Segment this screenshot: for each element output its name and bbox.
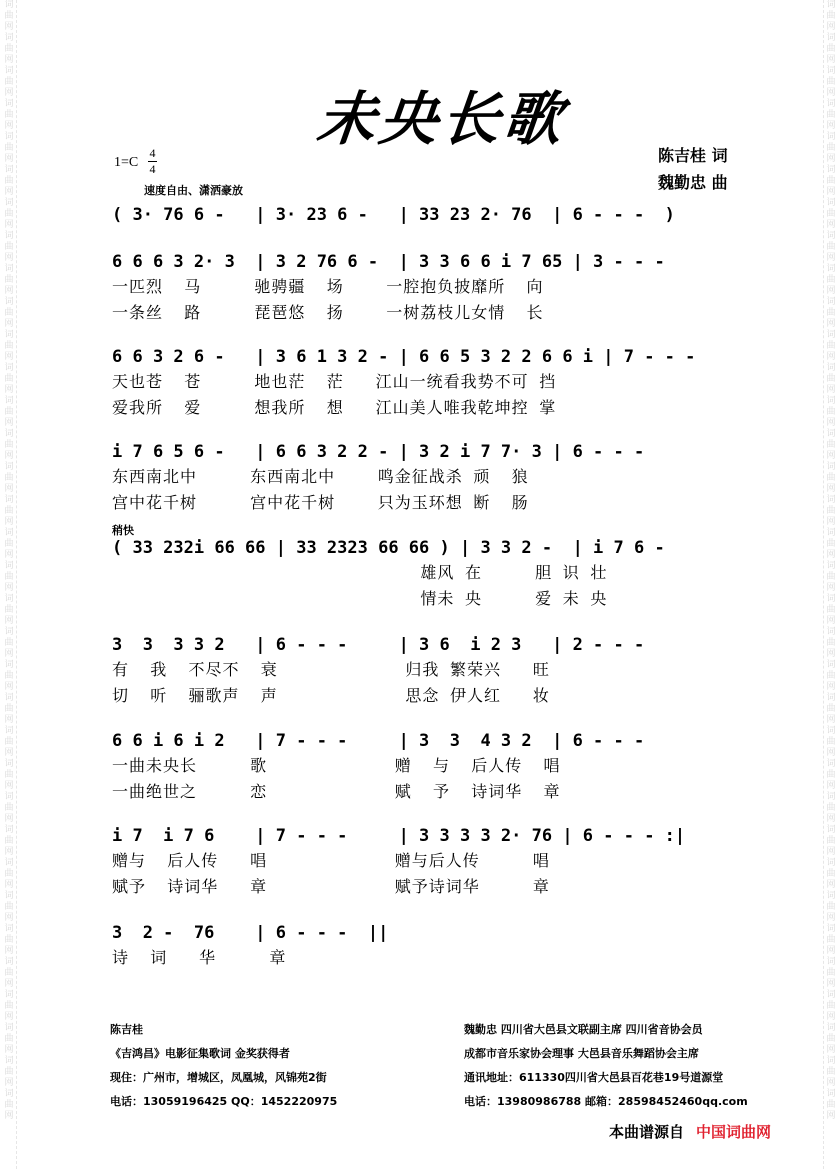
- lyric-line: 宫中花千树 宫中花千树 只为玉环想 断 肠: [112, 493, 529, 512]
- lyric-line: 一曲绝世之 恋 赋 予 诗词华 章: [112, 782, 561, 801]
- song-title: 未央长歌: [313, 85, 570, 153]
- footer-line: 现住：广州市，增城区，凤凰城，风锦苑2街: [110, 1071, 327, 1084]
- footer-line: 通讯地址：611330四川省大邑县百花巷19号道源堂: [464, 1071, 724, 1084]
- footer-line: 电话：13980986788 邮箱：28598452460qq.com: [464, 1095, 748, 1108]
- score-row: [112, 921, 772, 971]
- lyric-line: 赠与 后人传 唱 赠与后人传 唱: [112, 851, 550, 870]
- meter-bottom: 4: [149, 162, 156, 176]
- score-row: [112, 345, 772, 421]
- footer-line: 成都市音乐家协会理事 大邑县音乐舞蹈协会主席: [464, 1047, 699, 1060]
- notes-line: 6 6 6 3 2· 3 | 3 2 76 6 - | 3 3 6 6 i 7 65 | 3 - - -: [112, 252, 665, 272]
- notes-line: ( 33 232i 66 66 | 33 2323 66 66 ) | 3 3 2 - | i 7 6 -: [112, 538, 665, 558]
- tempo-marking: 速度自由、潇洒豪放: [144, 184, 243, 197]
- notes-line: i 7 6 5 6 - | 6 6 3 2 2 - | 3 2 i 7 7· 3 | 6 - - -: [112, 442, 645, 462]
- source-credit: [609, 1121, 771, 1142]
- tempo-faster: 稍快: [112, 524, 134, 537]
- lyricist: 陈吉桂 词: [658, 146, 728, 165]
- credits: [658, 142, 728, 196]
- notes-line: 3 3 3 3 2 | 6 - - - | 3 6 i 2 3 | 2 - - -: [112, 635, 645, 655]
- score-row: [112, 203, 772, 227]
- lyric-line: 情未 央 爱 未 央: [112, 589, 608, 608]
- meter-top: 4: [149, 146, 156, 160]
- notes-line: ( 3· 76 6 - | 3· 23 6 - | 33 23 2· 76 | 6 - - - ): [112, 205, 675, 225]
- footer-line: 魏勤忠 四川省大邑县文联副主席 四川省音协会员: [464, 1023, 703, 1036]
- footer-composer-info: [464, 1018, 748, 1114]
- lyric-line: 东西南北中 东西南北中 鸣金征战杀 顽 狼: [112, 467, 529, 486]
- score-row: [112, 729, 772, 805]
- notes-line: 3 2 - 76 | 6 - - - ||: [112, 923, 389, 943]
- score-row: [112, 824, 772, 900]
- footer-lyricist-info: [110, 1018, 337, 1114]
- footer-line: 《吉鸿昌》电影征集歌词 金奖获得者: [110, 1047, 290, 1060]
- source-label: 本曲谱源自: [609, 1123, 685, 1141]
- score-row: [112, 440, 772, 516]
- lyric-line: 爱我所 爱 想我所 想 江山美人唯我乾坤控 掌: [112, 398, 557, 417]
- score-row: [112, 536, 772, 612]
- score-row: [112, 250, 772, 326]
- footer-line: 陈吉桂: [110, 1023, 143, 1036]
- watermark-left: 词曲网 词曲网 词曲网 词曲网 词曲网 词曲网 词曲网 词曲网 词曲网 词曲网 词曲网 词曲网 词曲网 词曲网 词曲网 词曲网 词曲网 词曲网 词曲网 词曲网 词曲网 词曲网 词曲网 词曲网 词曲网 词曲网 词曲网 词曲网 词曲网 词曲网 词曲网 词曲网 词曲网 词曲网: [2, 0, 17, 1169]
- lyric-line: 一条丝 路 琵琶悠 扬 一树荔枝儿女情 长: [112, 303, 544, 322]
- score-row: [112, 633, 772, 709]
- lyric-line: 一曲未央长 歌 赠 与 后人传 唱: [112, 756, 561, 775]
- time-signature: [148, 146, 157, 177]
- watermark-right: 词曲网 词曲网 词曲网 词曲网 词曲网 词曲网 词曲网 词曲网 词曲网 词曲网 词曲网 词曲网 词曲网 词曲网 词曲网 词曲网 词曲网 词曲网 词曲网 词曲网 词曲网 词曲网 词曲网 词曲网 词曲网 词曲网 词曲网 词曲网 词曲网 词曲网 词曲网 词曲网 词曲网 词曲网: [823, 0, 838, 1169]
- lyric-line: 天也苍 苍 地也茫 茫 江山一统看我势不可 挡: [112, 372, 557, 391]
- notes-line: 6 6 3 2 6 - | 3 6 1 3 2 - | 6 6 5 3 2 2 6 6 i | 7 - - -: [112, 347, 696, 367]
- lyric-line: 一匹烈 马 驰骋疆 场 一腔抱负披靡所 向: [112, 277, 544, 296]
- lyric-line: 切 听 骊歌声 声 思念 伊人红 妆: [112, 686, 550, 705]
- key-signature: 1=C: [114, 155, 139, 170]
- lyric-line: 有 我 不尽不 衰 归我 繁荣兴 旺: [112, 660, 550, 679]
- footer-line: 电话：13059196425 QQ：1452220975: [110, 1095, 338, 1108]
- composer: 魏勤忠 曲: [658, 173, 728, 192]
- source-brand[interactable]: 中国词曲网: [696, 1123, 772, 1141]
- notes-line: i 7 i 7 6 | 7 - - - | 3 3 3 3 2· 76 | 6 - - - :|: [112, 826, 686, 846]
- notes-line: 6 6 i 6 i 2 | 7 - - - | 3 3 4 3 2 | 6 - - -: [112, 731, 645, 751]
- lyric-line: 诗 词 华 章: [112, 948, 287, 967]
- lyric-line: 雄风 在 胆 识 壮: [112, 563, 608, 582]
- lyric-line: 赋予 诗词华 章 赋予诗词华 章: [112, 877, 550, 896]
